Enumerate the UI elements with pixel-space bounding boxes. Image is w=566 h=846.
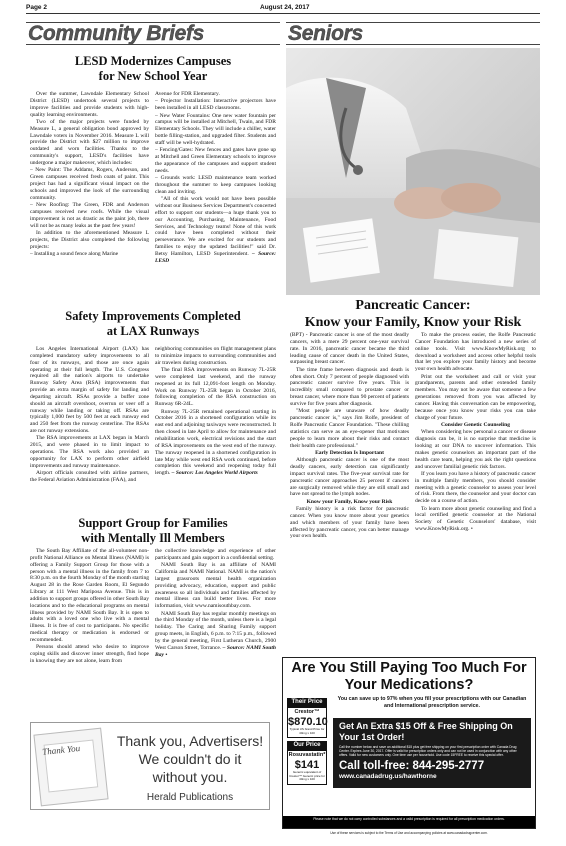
paragraph: – New Roofing: The Green, FDR and Anderson campuses received new roofs. While the visual improvement is not as drastic as the paint job, there will not be as many leaks as the past few years!	[30, 202, 149, 229]
our-price-box	[287, 750, 327, 785]
pancreatic-column-1	[290, 332, 409, 650]
offer-terms: Call the number below and save an additional $15 plus get free shipping on your first prescription order with Canada Drug Center. Expires June 30, 2017. Offer is valid for prescription orders only and can not be used in conjunction with any other offers. Valid for new customers only. One time use per household. Use code 15FREE to receive this special offer.	[339, 745, 517, 758]
thank-you-advertisers-ad	[30, 722, 270, 810]
paragraph: – New Paint: The Addams, Rogers, Anderson, and Green campuses received fresh coats of paint. This project has had a significant visual impact on the schools and improved the look of the surrounding community.	[30, 167, 149, 201]
paragraph: When considering how personal a cancer or disease diagnosis can be, it is no surprise that medicine is looking at our DNA to uncover information. This makes genetic counselors an important part of the health care team, helping you ask the right questions and uncover familial genetic risk factors.	[415, 429, 536, 470]
support-headline-line2: with Mentally Ill Members	[81, 531, 225, 545]
savings-text: You can save up to 97% when you fill your prescriptions with our Canadian and International prescription service.	[337, 696, 527, 709]
paragraph: Family history is a risk factor for pancreatic cancer. When you know more about your genetics and which members of your family have been affected by pancreatic cancer, you can better manage your own health.	[290, 506, 409, 540]
paragraph-text: NAMI South Bay has regular monthly meetings on the third Monday of the month, unless there is a legal holiday. The Caring and Sharing Family support group meets, in English, 6 p.m. to 7:15 p.m., followed by the general meeting, First Lutheran Church, 2900 West Carson Street, Torrance.	[155, 610, 276, 651]
generic-drug-name: Rosuvastatin*	[288, 752, 326, 759]
subheading: Early Detection Is Important	[315, 449, 384, 456]
paragraph: – Projector Installation: Interactive projectors have been installed in all LESD classrooms.	[155, 98, 276, 112]
generic-note: Generic equivalent of Crestor™ Generic price for 40mg x 100	[289, 770, 325, 782]
thanks-line-1: Thank you, Advertisers!	[116, 733, 264, 749]
paragraph: In addition to the aforementioned Measure L projects, the District also completed the following projects:	[30, 229, 149, 250]
price-comparison	[287, 698, 327, 785]
ad-headline	[283, 660, 535, 694]
paragraph: neighboring communities on flight management plans to minimize impacts to surrounding communities and air travelers during construction.	[155, 346, 276, 366]
their-price-box	[287, 707, 327, 738]
paragraph: To make the process easier, the Rolfe Pancreatic Cancer Foundation has introduced a new series of online tools. Visit www.KnowMyRisk.org to download a worksheet and access other helpful tools that let you explore your family history and become your own health advocate.	[415, 332, 536, 373]
seniors-title: Seniors	[288, 22, 363, 45]
ad-footer-notice: Please note that we do not carry controlled substances and a valid prescription is required for all prescription medication orders.	[283, 816, 535, 828]
paragraph: NAMI South Bay is an affiliate of NAMI California and NAMI National. NAMI is the nation's largest grassroots mental health organization providing advocacy, education, support and public awareness so all individuals and families affected by mental illness can build better lives. For more information, visit www.namisouthbay.com.	[155, 562, 276, 610]
paragraph: Persons should attend who desire to improve coping skills and discover inner strength, find hope in knowing they are not alone, learn from	[30, 644, 149, 664]
paragraph: The time frame between diagnosis and death is often short. Only 7 percent of people diagnosed with pancreatic cancer survive five years. This is incredibly small compared to prostate cancer or breast cancer, where more than 90 percent of patients survive for five years after diagnosis.	[290, 366, 409, 407]
paragraph: Avenue for FDR Elementary.	[155, 91, 220, 97]
subheading: Consider Genetic Counseling	[441, 421, 510, 428]
seniors-band	[286, 22, 540, 45]
lesd-headline-line2: for New School Year	[98, 69, 208, 83]
paragraph: Airport officials consulted with airline partners, the Federal Aviation Administration (FAA), and	[30, 470, 149, 484]
lesd-headline	[26, 54, 280, 84]
paragraph: Two of the major projects were funded by Measure L, a general obligation bond approved by Lawndale voters in November 2016. Measure L will provide the District with $27 million to improve outdated and worn facilities. Thanks to the community's support, LESD's facilities have undergone a major makeover, which includes:	[30, 118, 149, 166]
thanks-line-2: We couldn't do it	[138, 751, 242, 767]
brand-drug-name: Crestor™	[294, 709, 320, 715]
paragraph: Print out the worksheet and call or visit your grandparents, parents and other extended family members. You may not be aware that someone a few generations removed from you was affected by cancer. Having this conversation can be empowering, because once you know your risks you can take charge of your future.	[415, 373, 536, 421]
paragraph: Although pancreatic cancer is one of the most deadly cancers, early detection can significantly impact survival rates. The five-year survival rate for pancreatic cancer approaches 25 percent if cancers are surgically removed while they are still small and have not spread to the lymph nodes.	[290, 457, 409, 498]
lax-column-1	[30, 346, 149, 512]
page-number: Page 2	[26, 4, 47, 11]
ad-terms-line: Use of these services is subject to the Terms of Use and accompanying policies at www.canadadrugcenter.com.	[330, 831, 488, 835]
support-headline	[26, 516, 280, 546]
source-credit: – Source: LESD	[155, 250, 276, 264]
generic-price: $141	[294, 759, 320, 772]
lax-headline-line1: Safety Improvements Completed	[65, 309, 241, 323]
paragraph: If you learn you have a history of pancreatic cancer in multiple family members, you should consider meeting with a genetic counselor to assess your level of risk. From there, the counselor and your doctor can decide on a course of action.	[415, 470, 536, 505]
paragraph: – Installing a sound fence along Marine	[30, 250, 119, 257]
paragraph: "Most people are unaware of how deadly pancreatic cancer is," says Jim Rolfe, president of Rolfe Pancreatic Cancer Foundation. "These chilling statistics can serve as an eye-opener that motivates people to learn more about their risks and contact their health care professional."	[290, 408, 409, 449]
paragraph: The final RSA improvements on Runway 7L-25R were completed last weekend, and the runway reopened at its full 12,091-foot length on Monday. Work on Runway 7L-25R began in October 2016, following completion of the RSA construction on Runway 6R-24L.	[155, 367, 276, 408]
thank-you-card-image	[33, 728, 108, 807]
subheading: Know your Family, Know your Risk	[306, 498, 393, 505]
paragraph: – Fencing/Gates: New fences and gates have gone up at Mitchell and Green Elementary schools to improve the appearance of the campuses and support student needs.	[155, 147, 276, 174]
ad-headline-line1: Are You Still Paying Too Much For	[291, 660, 527, 676]
paragraph: (BPT) - Pancreatic cancer is one of the most deadly cancers, with a mere 29 percent one-year survival rate. In 2016, pancreatic cancer became the third leading cause of cancer death in the United States, surpassing breast cancer.	[290, 332, 409, 366]
canada-drug-ad	[282, 657, 536, 829]
card-handwriting: Thank You	[41, 742, 81, 757]
lax-headline-line2: at LAX Runways	[106, 324, 200, 338]
paragraph: the collective knowledge and experience of other participants and gain support in a confidential setting.	[155, 548, 276, 561]
brand-price: $870.10	[288, 716, 328, 728]
community-briefs-band	[26, 22, 280, 45]
doctor-consultation-photo	[286, 48, 540, 295]
pancreatic-headline	[286, 297, 540, 331]
source-credit: – Source: Los Angeles World Airports	[171, 470, 258, 477]
their-price-header: Their Price	[287, 698, 327, 707]
paragraph-text: Runway 7L-25R remained operational starting in October 2016 in a shortened configuration while its east end and adjoining taxiways were reconstructed. It then closed in late April to allow for maintenance and rehabilitation work, electrical revisions and the start of RSA improvements on the west end of the runway. The runway reopened in a shortened configuration in late May while west end RSA work continued, before completion this weekend and reopening today full length.	[155, 408, 276, 477]
paragraph: To learn more about genetic counseling and find a local certified genetic counselor at the National Society of Genetic Counselors' database, visit www.KnowMyRisk.org. •	[415, 505, 536, 533]
issue-date: August 24, 2017	[260, 4, 310, 11]
header-rule	[26, 13, 540, 14]
paragraph: – New Water Fountains: One new water fountain per campus will be installed at Mitchell, Twain, and FDR Elementary Schools. They will include a chiller, water bottle filling-station, and upgraded filter. Students and staff will be well-hydrated.	[155, 112, 276, 146]
support-column-1	[30, 548, 149, 714]
community-briefs-title: Community Briefs	[28, 22, 205, 45]
paragraph: – Grounds work: LESD maintenance team worked throughout the summer to keep campuses looking clean and inviting.	[155, 175, 276, 195]
support-column-2	[155, 548, 276, 714]
pancreatic-column-2	[415, 332, 536, 650]
pancreatic-headline-line1: Pancreatic Cancer:	[355, 298, 471, 313]
lesd-column-1	[30, 91, 149, 303]
lesd-column-2	[155, 91, 276, 303]
our-price-header: Our Price	[287, 741, 327, 750]
lax-column-2	[155, 346, 276, 512]
phone-number[interactable]: Call toll-free: 844-295-2777	[339, 759, 485, 772]
paragraph: Los Angeles International Airport (LAX) has completed mandatory safety improvements to all four of its runways, and those are once again operating at their full length. The U.S. Congress required all the nation's airports to undertake Runway Safety Area (RSA) improvements that provide an extra margin of safety for landing and departing aircraft. RSAs provide a buffer zone should an aircraft overshoot, overrun or veer off a runway while landing or taking off. RSAs are typically 1,000 feet by 500 feet at each runway end and 250 feet from the runway centerline. The RSAs are not runway extensions.	[30, 346, 149, 435]
offer-headline: Get An Extra $15 Off & Free Shipping On Your 1st Order!	[339, 721, 513, 742]
ad-headline-line2: Your Medications?	[344, 677, 474, 693]
ad-url-link[interactable]: www.canadadrug.us/hawthorne	[339, 772, 437, 780]
lesd-headline-line1: LESD Modernizes Campuses	[74, 54, 232, 68]
offer-box	[333, 718, 531, 788]
source-credit: – Source: NAMI South Bay •	[155, 644, 276, 658]
support-headline-line1: Support Group for Families	[78, 516, 228, 530]
paragraph: The RSA improvements at LAX began in March 2015, and were phased in to limit impact to operations. The RSA work also provided an opportunity for LAX to perform other airfield improvements and runway maintenance.	[30, 435, 149, 469]
pancreatic-headline-line2: Know your Family, Know your Risk	[304, 315, 522, 330]
brand-note: Typical US brand Price for 40mg x 100	[289, 727, 325, 735]
paragraph: Over the summer, Lawndale Elementary School District (LESD) undertook several projects to improve facilities and provide students with high-quality learning environments.	[30, 91, 149, 118]
paragraph: The South Bay Affiliate of the all-volunteer non-profit National Alliance on Mental Illness (NAMI) is offering a Family Support Group for those with a person with a mental illness in the family from 7 to 8:30 p.m. on the fourth Monday of the month starting August 28 in the Rose Garden Room, El Segundo Library at 111 West Mariposa Avenue. This is in addition to support groups offered in other South Bay locations and to the educational programs on mental illness provided by NAMI South Bay. It is open to adults with a loved one who live with a mental illness. It is free of cost to participants. No specific medical therapy or medication is endorsed or recommended.	[30, 548, 149, 643]
lax-headline	[26, 309, 280, 339]
thanks-line-3: without you.	[152, 769, 228, 785]
publisher-name: Herald Publications	[146, 792, 234, 803]
quote-text: "All of this work would not have been possible without our Business Services Department's concerted effort to support our students—a huge thank you to our Accounting, Purchasing, Maintenance, Food Services, and Technology teams! None of this work could have been completed without their perseverance. We are excited for our students and families to enjoy the updated facilities!" said Dr. Betsy Hamilton, LESD Superintendent.	[155, 196, 276, 257]
